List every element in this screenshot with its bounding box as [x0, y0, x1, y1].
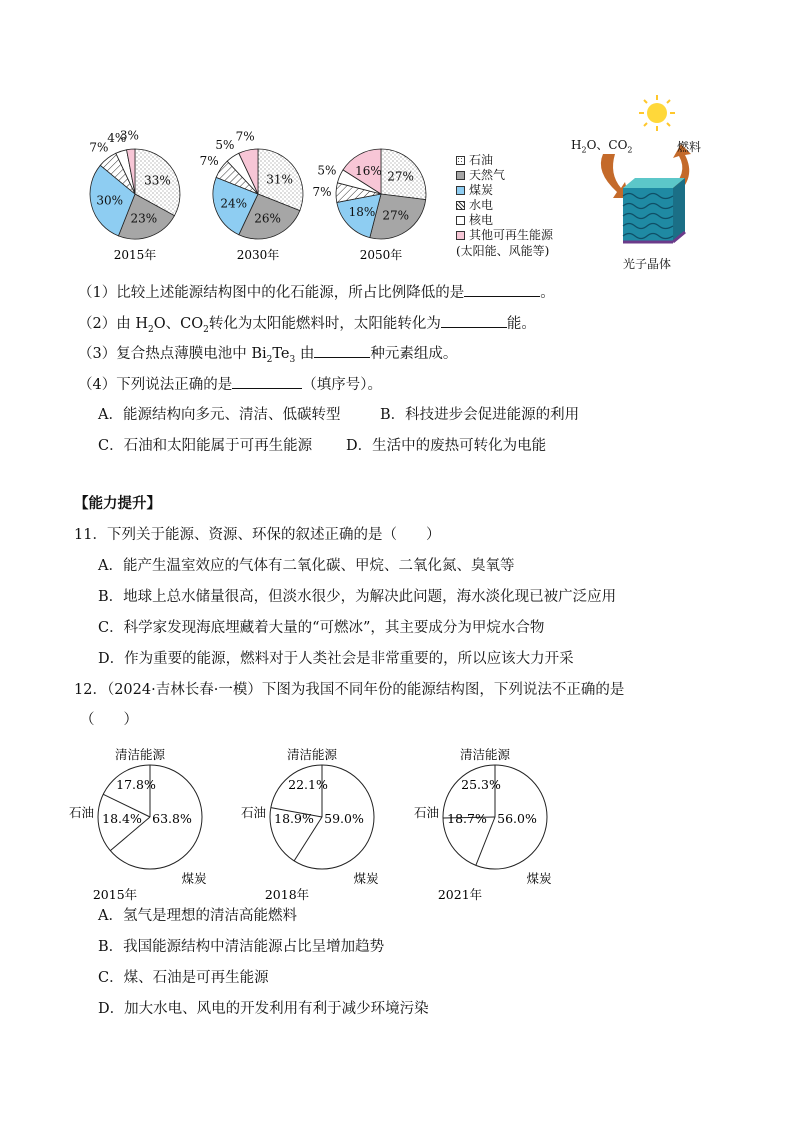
q11-stem: 11．下列关于能源、资源、环保的叙述正确的是（ ）	[74, 527, 441, 543]
q12-option-d[interactable]: D．加大水电、风电的开发利用有利于减少环境污染	[98, 1001, 429, 1017]
pie-value-label: 17.8%	[116, 777, 156, 792]
answer-blank[interactable]	[464, 282, 540, 297]
legend-swatch	[456, 216, 465, 225]
q11-option-c[interactable]: C．科学家发现海底埋藏着大量的“可燃冰”，其主要成分为甲烷水合物	[98, 620, 545, 636]
legend-swatch	[456, 156, 465, 165]
pie-caption: 2015年	[113, 248, 157, 262]
formula-co2: $CO_2$	[180, 316, 209, 335]
crystal-cube-icon	[623, 178, 685, 242]
q10-sub1	[78, 282, 555, 303]
q10-sub3	[78, 343, 457, 370]
pie-value-label: 7%	[89, 140, 109, 155]
q12-pie-charts	[60, 735, 560, 900]
q10-sub1-text: （1）比较上述能源结构图中的化石能源，所占比例降低的是	[78, 285, 465, 301]
pie-value-label: 7%	[235, 129, 255, 144]
legend-label: 其他可再生能源	[469, 228, 554, 242]
legend-item-hydro	[456, 197, 493, 213]
answer-blank[interactable]	[232, 374, 302, 389]
fuel-label: 燃料	[677, 140, 702, 154]
pie-caption: 2050年	[359, 248, 403, 262]
pie-value-label: 3%	[119, 128, 139, 143]
top-pie-charts	[60, 128, 460, 275]
pie-value-label: 5%	[215, 138, 235, 153]
legend-item-coal	[456, 182, 493, 198]
pie-value-label: 26%	[254, 211, 281, 226]
formula-h2o: $H_2O$	[135, 316, 166, 335]
pie-value-label: 18%	[348, 204, 376, 219]
q12-option-a[interactable]: A．氢气是理想的清洁高能燃料	[98, 908, 297, 924]
pie-caption: 2030年	[236, 248, 280, 262]
legend-label: 水电	[469, 198, 494, 212]
legend-swatch	[456, 171, 465, 180]
pie-value-label: 30%	[96, 193, 124, 208]
sun-icon	[639, 95, 675, 131]
pie-name-label: 煤炭	[181, 871, 207, 886]
q10-sub2-sep: 、	[165, 316, 181, 332]
q12-option-b[interactable]: B．我国能源结构中清洁能源占比呈增加趋势	[98, 939, 385, 955]
pie-name-label: 煤炭	[353, 871, 379, 886]
q10-sub1-end: 。	[540, 285, 555, 301]
answer-blank[interactable]	[441, 313, 507, 328]
legend-swatch	[456, 201, 465, 210]
answer-blank[interactable]	[314, 343, 370, 358]
legend-item-renewable	[456, 227, 553, 243]
pie-value-label: 16%	[355, 164, 382, 179]
q11-option-b[interactable]: B．地球上总水储量很高，但淡水很少，为解决此问题，海水淡化现已被广泛应用	[98, 589, 617, 605]
q10-option-b[interactable]: B．科技进步会促进能源的利用	[380, 407, 580, 423]
legend-swatch	[456, 186, 465, 195]
formula-bi2te3: $Bi_2Te_3$	[251, 346, 296, 365]
pie-value-label: 31%	[266, 172, 293, 187]
pie-value-label: 18.4%	[102, 811, 142, 826]
pie-value-label: 7%	[312, 185, 332, 200]
pie-value-label: 27%	[382, 208, 410, 223]
pie-value-label: 22.1%	[288, 777, 328, 792]
q10-option-d[interactable]: D．生活中的废热可转化为电能	[346, 438, 547, 454]
q10-option-c[interactable]: C．石油和太阳能属于可再生能源	[98, 438, 313, 454]
q11-option-d[interactable]: D．作为重要的能源，燃料对于人类社会是非常重要的，所以应该大力开采	[98, 651, 574, 667]
pie-value-label: 63.8%	[152, 811, 192, 826]
q10-sub2-text: （2）由	[78, 316, 136, 332]
pie-value-label: 33%	[144, 173, 171, 188]
pie-name-label: 清洁能源	[286, 747, 338, 762]
section-title: 【能力提升】	[74, 495, 161, 512]
pie-caption: 2015年	[92, 887, 138, 902]
legend-label: 核电	[469, 213, 494, 227]
q10-sub4-end: （填序号）。	[302, 377, 382, 393]
legend-item-gas	[456, 167, 505, 183]
q10-sub3-text-b: 由	[295, 346, 315, 362]
photonic-crystal-illustration	[565, 92, 725, 272]
q11-option-a[interactable]: A．能产生温室效应的气体有二氧化碳、甲烷、二氧化氮、臭氧等	[98, 558, 515, 574]
pie-value-label: 59.0%	[324, 811, 364, 826]
pie-value-label: 24%	[220, 196, 248, 211]
q12-stem-paren: （ ）	[80, 712, 138, 728]
pie-caption: 2021年	[437, 887, 483, 902]
pie-value-label: 23%	[130, 211, 158, 226]
pie-name-label: 石油	[413, 805, 439, 820]
pie-value-label: 56.0%	[497, 811, 537, 826]
pie-value-label: 4%	[107, 130, 127, 145]
legend-item-nuclear	[456, 212, 493, 228]
crystal-label: 光子晶体	[623, 257, 672, 271]
pie-name-label: 石油	[68, 805, 94, 820]
q10-option-a[interactable]: A．能源结构向多元、清洁、低碳转型	[98, 407, 341, 423]
q10-sub4-text: （4）下列说法正确的是	[78, 377, 233, 393]
pie-name-label: 清洁能源	[114, 747, 166, 762]
legend-label: 煤炭	[469, 183, 494, 197]
pie-caption: 2018年	[264, 887, 310, 902]
q10-sub2-text-b: 转化为太阳能燃料时，太阳能转化为	[208, 316, 441, 332]
legend-label: (太阳能、风能等)	[456, 244, 550, 258]
pie-value-label: 25.3%	[461, 777, 501, 792]
pie-name-label: 石油	[240, 805, 266, 820]
pie-value-label: 18.9%	[274, 811, 314, 826]
legend-item-oil	[456, 152, 493, 168]
legend-label: 天然气	[469, 168, 506, 182]
pie-name-label: 煤炭	[526, 871, 552, 886]
q10-sub4	[78, 374, 382, 395]
legend-item-renewable-note	[456, 243, 549, 259]
q12-stem: 12．（2024·吉林长春·一模）下图为我国不同年份的能源结构图，下列说法不正确的是	[74, 682, 625, 698]
pie-value-label: 18.7%	[447, 811, 487, 826]
q10-sub3-end: 种元素组成。	[370, 346, 458, 362]
q12-option-c[interactable]: C．煤、石油是可再生能源	[98, 970, 269, 986]
q10-sub2	[78, 313, 536, 340]
legend-swatch	[456, 231, 465, 240]
pie-name-label: 清洁能源	[459, 747, 511, 762]
input-label: $H_2O$、$CO_2$	[571, 138, 633, 155]
photonic-crystal-graphic	[565, 92, 725, 272]
legend-label: 石油	[469, 153, 494, 167]
pie-value-label: 7%	[199, 153, 219, 168]
q10-sub2-end: 能。	[506, 316, 536, 332]
pie-value-label: 27%	[387, 169, 414, 184]
pie-value-label: 5%	[317, 163, 337, 178]
q10-sub3-text: （3）复合热点薄膜电池中	[78, 346, 252, 362]
